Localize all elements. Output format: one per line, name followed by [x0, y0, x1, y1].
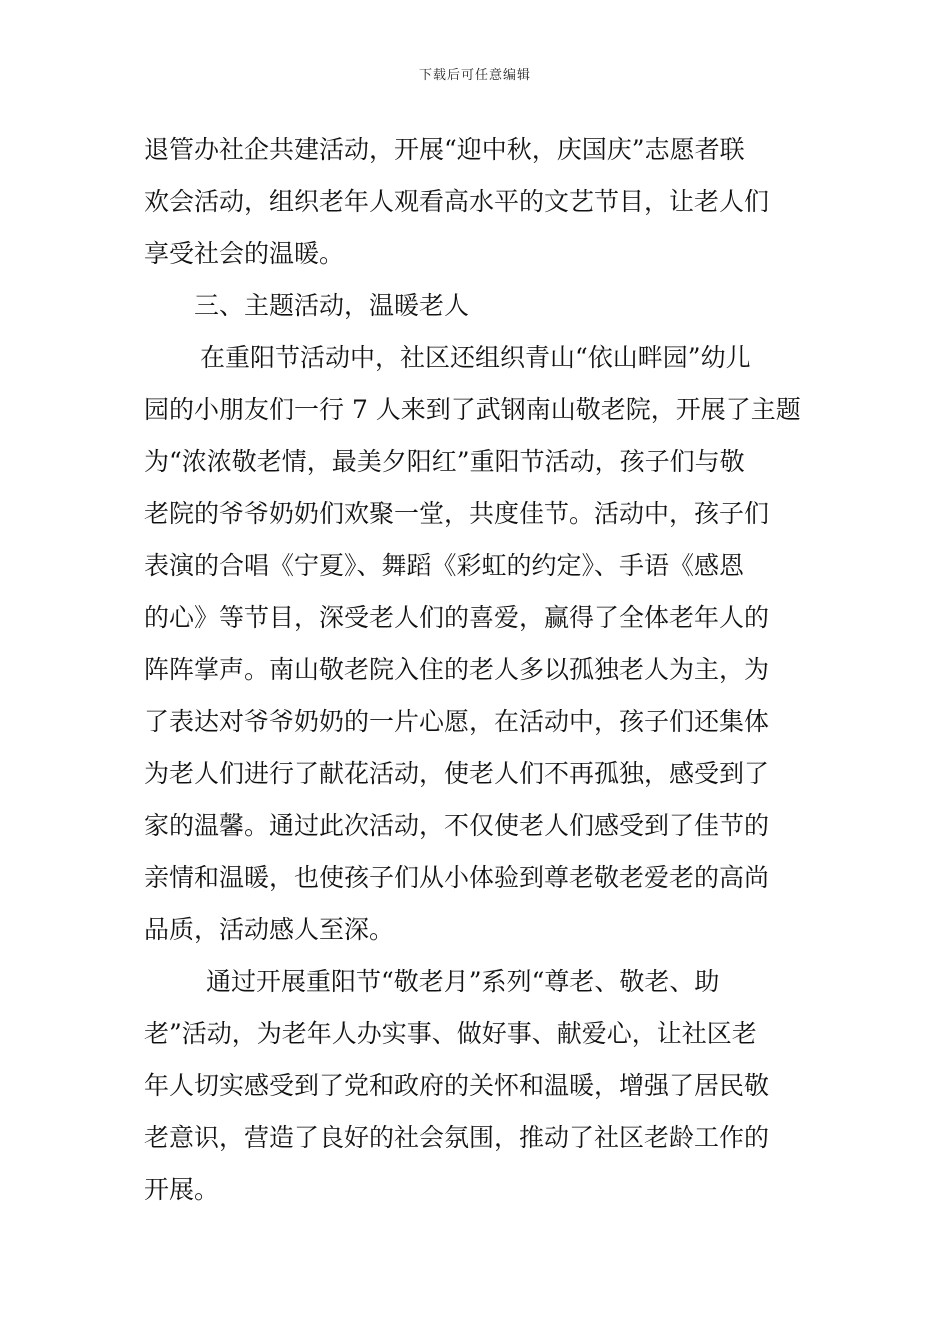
text-line: 了表达对爷爷奶奶的一片心愿，在活动中，孩子们还集体 [144, 707, 770, 736]
text-line: 家的温馨。通过此次活动，不仅使老人们感受到了佳节的 [144, 811, 770, 840]
text-line: 老”活动，为老年人办实事、做好事、献爱心，让社区老 [144, 1019, 757, 1048]
text-line: 为老人们进行了献花活动，使老人们不再孤独，感受到了 [144, 759, 770, 788]
text-line: 亲情和温暖，也使孩子们从小体验到尊老敬老爱老的高尚 [144, 863, 770, 892]
text-line: 开展。 [144, 1175, 220, 1204]
text-line: 老意识，营造了良好的社会氛围，推动了社区老龄工作的 [144, 1123, 770, 1152]
text-line: 为“浓浓敬老情，最美夕阳红”重阳节活动，孩子们与敬 [144, 447, 745, 476]
text-line: 的心》等节目，深受老人们的喜爱，赢得了全体老年人的 [144, 603, 770, 632]
text-line: 老院的爷爷奶奶们欢聚一堂，共度佳节。活动中，孩子们 [144, 499, 770, 528]
text-line: 阵阵掌声。南山敬老院入住的老人多以孤独老人为主，为 [144, 655, 770, 684]
section-heading: 三、主题活动，温暖老人 [194, 291, 470, 320]
text-line: 品质，活动感人至深。 [144, 915, 395, 944]
text-line: 在重阳节活动中，社区还组织青山“依山畔园”幼儿 [200, 343, 751, 372]
body-text [144, 124, 808, 1216]
text-line: 享受社会的温暖。 [144, 239, 345, 268]
text-line: 表演的合唱《宁夏》、舞蹈《彩虹的约定》、手语《感恩 [144, 551, 745, 580]
page-header-note: 下载后可任意编辑 [418, 68, 531, 83]
text-line: 欢会活动，组织老年人观看高水平的文艺节目，让老人们 [144, 187, 770, 216]
text-line: 退管办社企共建活动，开展“迎中秋，庆国庆”志愿者联 [144, 135, 745, 164]
text-line: 通过开展重阳节“敬老月”系列“尊老、敬老、助 [206, 967, 720, 996]
text-line: 园的小朋友们一行 7 人来到了武钢南山敬老院，开展了主题 [144, 395, 801, 424]
text-line: 年人切实感受到了党和政府的关怀和温暖，增强了居民敬 [144, 1071, 770, 1100]
